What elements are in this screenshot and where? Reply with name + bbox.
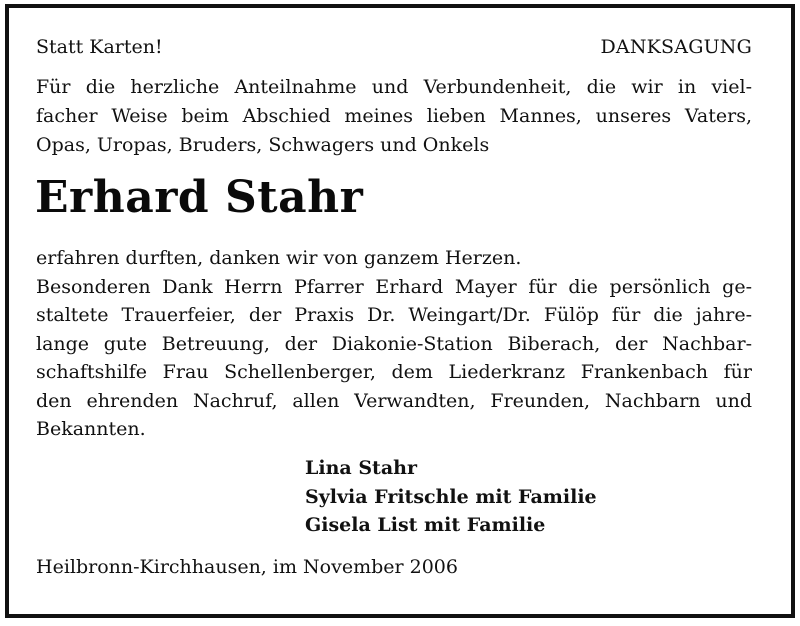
thanks-line: Besonderen Dank Herrn Pfarrer Erhard Mayer für die persönlich ge- [36, 275, 752, 298]
intro-line: facher Weise beim Abschied meines lieben Mannes, unseres Vaters, [36, 105, 752, 127]
signatures-block [305, 454, 597, 540]
thanks-line: lange gute Betreuung, der Diakonie-Station Biberach, der Nachbar- [36, 332, 752, 355]
intro-line: Für die herzliche Anteilnahme und Verbundenheit, die wir in viel- [36, 76, 752, 98]
thanks-line: staltete Trauerfeier, der Praxis Dr. Weingart/Dr. Fülöp für die jahre- [36, 304, 752, 326]
thanks-paragraph [36, 244, 752, 444]
signature-line: Lina Stahr [305, 457, 417, 479]
thanks-line: Bekannten. [36, 418, 146, 440]
thanks-line: schaftshilfe Frau Schellenberger, dem Liederkranz Frankenbach für [36, 361, 752, 383]
thanks-line: erfahren durften, danken wir von ganzem Herzen. [36, 247, 522, 269]
header-line [36, 34, 752, 60]
header-title: DANKSAGUNG [600, 36, 752, 58]
intro-line: Opas, Uropas, Bruders, Schwagers und Onkels [36, 134, 490, 156]
signature-line: Sylvia Fritschle mit Familie [305, 485, 597, 508]
signature-line: Gisela List mit Familie [305, 514, 546, 536]
intro-paragraph [36, 73, 752, 160]
header-left-text: Statt Karten! [36, 36, 163, 58]
place-date: Heilbronn-Kirchhausen, im November 2006 [36, 556, 458, 578]
deceased-name: Erhard Stahr [35, 172, 364, 223]
thanks-line: den ehrenden Nachruf, allen Verwandten, Freunden, Nachbarn und [36, 389, 752, 412]
